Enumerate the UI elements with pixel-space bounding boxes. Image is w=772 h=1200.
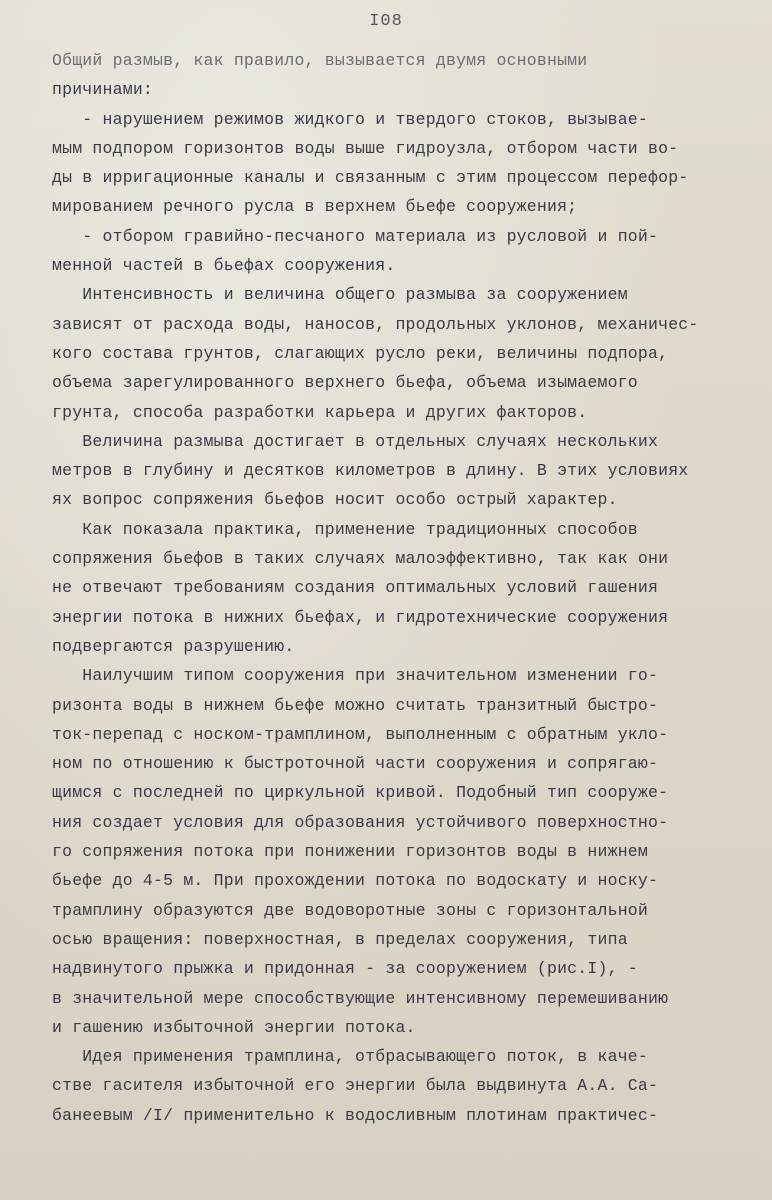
text-line: и гашению избыточной энергии потока. <box>52 1017 416 1037</box>
text-line: Интенсивность и величина общего размыва за сооружением <box>52 285 628 305</box>
text-line: объема зарегулированного верхнего бьефа, объема изымаемого <box>52 373 638 393</box>
text-line: ях вопрос сопряжения бьефов носит особо острый характер. <box>52 490 618 510</box>
text-line: грунта, способа разработки карьера и других факторов. <box>52 402 588 422</box>
text-line: менной частей в бьефах сооружения. <box>52 256 396 276</box>
text-line: - отбором гравийно-песчаного материала из русловой и пой- <box>52 226 659 246</box>
text-line: - нарушением режимов жидкого и твердого стоков, вызывае- <box>52 109 648 129</box>
text-line: причинами: <box>52 80 154 100</box>
text-line: Идея применения трамплина, отбрасывающего поток, в каче- <box>52 1047 648 1067</box>
body-text <box>52 46 752 1130</box>
text-line: Общий размыв, как правило, вызывается двумя основными <box>52 51 588 70</box>
text-line: стве гасителя избыточной его энергии была выдвинута А.А. Са- <box>52 1076 659 1096</box>
text-line: энергии потока в нижних бьефах, и гидротехнические сооружения <box>52 607 669 627</box>
text-line: в значительной мере способствующие интенсивному перемешиванию <box>52 988 669 1008</box>
text-line: зависят от расхода воды, наносов, продольных уклонов, механичес- <box>52 314 699 334</box>
text-line: трамплину образуются две водоворотные зоны с горизонтальной <box>52 900 648 920</box>
text-line: метров в глубину и десятков километров в длину. В этих условиях <box>52 461 689 481</box>
text-line: бьефе до 4-5 м. При прохождении потока по водоскату и носку- <box>52 871 659 891</box>
text-line: подвергаются разрушению. <box>52 636 295 656</box>
text-line: кого состава грунтов, слагающих русло реки, величины подпора, <box>52 343 669 363</box>
text-line: го сопряжения потока при понижении горизонтов воды в нижнем <box>52 842 648 862</box>
text-line: Величина размыва достигает в отдельных случаях нескольких <box>52 431 659 451</box>
text-line: ризонта воды в нижнем бьефе можно считать транзитный быстро- <box>52 695 659 715</box>
text-line: надвинутого прыжка и придонная - за сооружением (рис.I), - <box>52 959 638 979</box>
text-line: осью вращения: поверхностная, в пределах сооружения, типа <box>52 929 628 949</box>
text-line: не отвечают требованиям создания оптимальных условий гашения <box>52 578 659 598</box>
text-line: Наилучшим типом сооружения при значительном изменении го- <box>52 666 659 686</box>
text-line: ном по отношению к быстроточной части сооружения и сопрягаю- <box>52 754 659 774</box>
text-line: мым подпором горизонтов воды выше гидроузла, отбором части во- <box>52 138 679 158</box>
text-line: мированием речного русла в верхнем бьефе сооружения; <box>52 197 578 217</box>
text-line: банеевым /I/ применительно к водосливным плотинам практичес- <box>52 1105 659 1125</box>
text-line: щимся с последней по циркульной кривой. Подобный тип сооруже- <box>52 783 669 803</box>
text-line: сопряжения бьефов в таких случаях малоэффективно, так как они <box>52 549 669 569</box>
text-line: ния создает условия для образования устойчивого поверхностно- <box>52 812 669 832</box>
text-line: Как показала практика, применение традиционных способов <box>52 519 638 539</box>
text-line: ток-перепад с носком-трамплином, выполненным с обратным укло- <box>52 724 669 744</box>
text-line: ды в ирригационные каналы и связанным с этим процессом перефор- <box>52 168 689 188</box>
page-number: I08 <box>369 12 403 31</box>
